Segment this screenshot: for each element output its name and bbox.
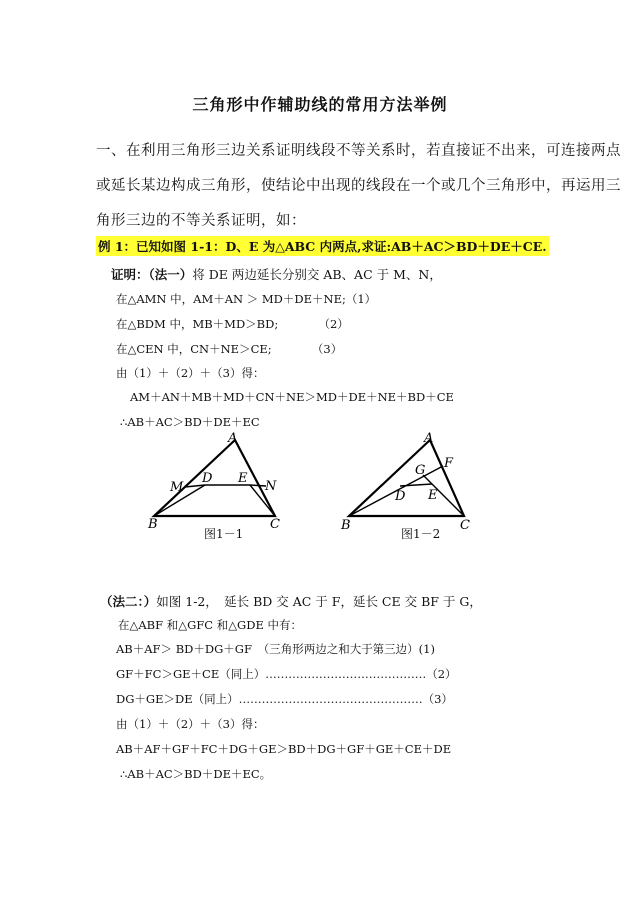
page-title: 三角形中作辅助线的常用方法举例 [192,95,448,114]
intro-line-1: 一、在利用三角形三边关系证明线段不等关系时，若直接证不出来，可连接两点 [96,143,621,159]
method2-line: 在△ABF 和△GFC 和△GDE 中有： [118,618,302,632]
method2-line: DG＋GE＞DE（同上）…………………………………………（3） [116,692,453,706]
method1-heading-bold: 证明：（法一） [111,267,193,282]
point-label-n: N [265,479,277,494]
point-label-d: D [202,471,213,486]
method1-line: AM＋AN＋MB＋MD＋CN＋NE＞MD＋DE＋NE＋BD＋CE [130,390,454,404]
point-label-a: A [424,431,434,446]
method1-heading [111,265,442,283]
point-label-e: E [428,488,438,503]
figure-1-2-caption: 图1－2 [401,527,441,541]
method1-conclusion: ∴AB＋AC＞BD＋DE＋EC [120,415,260,429]
example-label: 例 1：已知如图 1-1：D、E 为△ABC 内两点,求证:AB＋AC＞BD＋DE＋CE. [96,236,549,256]
method1-line: 在△BDM 中，MB＋MD＞BD; （2） [116,317,349,331]
point-label-m: M [170,480,184,495]
point-label-c: C [270,517,280,532]
figure-1-1-caption: 图1－1 [204,527,244,541]
point-label-d: D [395,489,406,504]
point-label-f: F [444,456,454,471]
method2-line: GF＋FC＞GE＋CE（同上）……………………………………（2） [116,667,457,681]
method1-line: 在△AMN 中，AM＋AN ＞ MD＋DE＋NE;（1） [116,292,377,306]
point-label-b: B [341,518,351,533]
point-label-g: G [415,463,426,478]
method2-line: AB＋AF＋GF＋FC＋DG＋GE＞BD＋DG＋GF＋GE＋CE＋DE [116,742,452,756]
aux-lines-2 [349,466,464,516]
method2-heading-rest: 如图 1-2， 延长 BD 交 AC 于 F，延长 CE 交 BF 于 G， [156,594,482,609]
method2-line: AB＋AF＞ BD＋DG＋GF （三角形两边之和大于第三边）(1) [116,642,435,656]
method2-heading-bold: （法二：） [100,594,157,609]
method2-line: 由（1）＋（2）＋（3）得： [116,717,265,731]
method2-heading [100,592,482,610]
intro-line-3: 角形三边的不等关系证明，如： [96,213,306,229]
point-label-a: A [228,431,238,446]
point-label-e: E [238,471,248,486]
method1-heading-rest: 将 DE 两边延长分别交 AB、AC 于 M、N， [192,267,442,282]
method1-line: 由（1）＋（2）＋（3）得： [116,366,265,380]
triangle-abc-2 [349,440,464,516]
intro-line-2: 或延长某边构成三角形，使结论中出现的线段在一个或几个三角形中，再运用三 [96,178,621,194]
point-label-b: B [148,517,158,532]
point-label-c: C [460,518,470,533]
method2-conclusion: ∴AB＋AC＞BD＋DE＋EC。 [120,767,272,781]
method1-line: 在△CEN 中，CN＋NE＞CE; （3） [116,342,343,356]
